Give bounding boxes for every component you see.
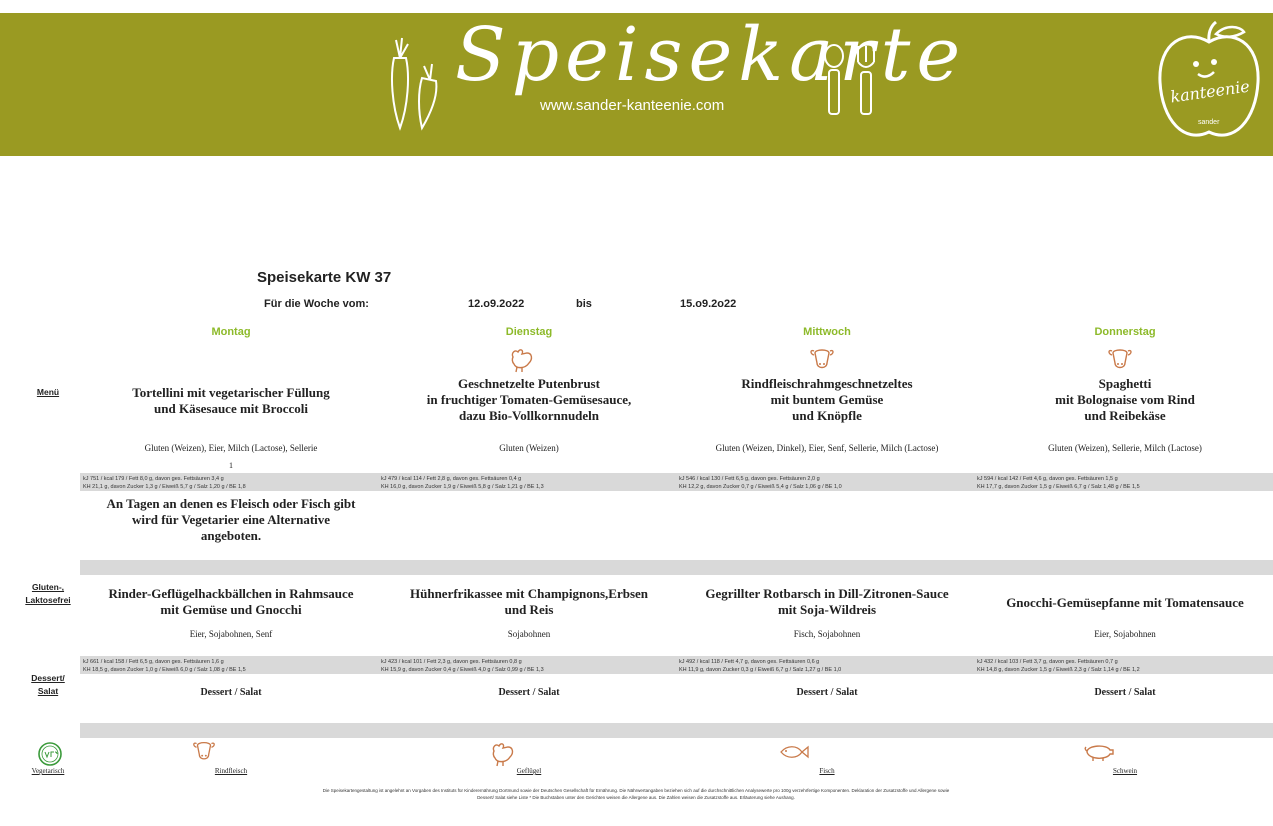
veggie-badge-icon: [37, 741, 63, 767]
legend-label: Schwein: [1112, 767, 1138, 775]
dish-title: Spaghetti mit Bolognaise vom Rind und Reibekäse: [1055, 376, 1195, 423]
dish-title: Geschnetzelte Putenbrust in fruchtiger Tomaten-Gemüsesauce, dazu Bio-Vollkornnudeln: [426, 376, 632, 423]
nutrition-info: kJ 492 / kcal 118 / Fett 4,7 g, davon ges. Fettsäuren 0,6 g KH 11,9 g, davon Zucker 0,3 g / Eiweiß 6,7 g / Salz 1,27 g / BE 1,0: [679, 659, 842, 673]
for-week-label: Für die Woche vom:: [264, 298, 369, 310]
day-header: Mittwoch: [803, 326, 851, 338]
additive-number: 1: [229, 461, 233, 470]
side-label-gluten: Gluten-, Laktosefrei: [25, 582, 71, 605]
week-title: Speisekarte KW 37: [257, 269, 392, 286]
vegetarian-note: An Tagen an denen es Fleisch oder Fisch gibt wird für Vegetarier eine Alternative angeboten.: [106, 496, 356, 543]
nutrition-info: kJ 661 / kcal 158 / Fett 6,5 g, davon ges. Fettsäuren 1,6 g KH 18,5 g, davon Zucker 1,0 g / Eiweiß 6,0 g / Salz 1,08 g / BE 1,5: [83, 659, 246, 673]
nutrition-info: kJ 546 / kcal 130 / Fett 6,5 g, davon ges. Fettsäuren 2,0 g KH 12,2 g, davon Zucker 0,7 g / Eiweiß 5,4 g / Salz 1,06 g / BE 1,0: [679, 476, 842, 490]
gf-dish-title: Gnocchi-Gemüsepfanne mit Tomatensauce: [1006, 595, 1244, 610]
dish-title: Rindfleischrahmgeschnetzeltes mit buntem Gemüse und Knöpfle: [741, 376, 913, 423]
week-to: 15.o9.2o22: [680, 298, 737, 310]
dish-title: Tortellini mit vegetarischer Füllung und Käsesauce mit Broccoli: [132, 385, 330, 416]
utensils-icon: [822, 42, 884, 117]
chicken-icon: [507, 345, 535, 373]
logo-word: kanteenie: [1169, 76, 1251, 107]
carrot-icon: [388, 36, 448, 131]
day-header: Montag: [211, 326, 251, 338]
cow-icon: [1106, 345, 1134, 373]
dessert-label: Dessert / Salat: [1094, 687, 1156, 698]
week-to-label: bis: [576, 298, 592, 310]
banner-title: Speisekarte: [455, 12, 967, 98]
pig-icon: [1083, 742, 1115, 762]
side-label-dessert: Dessert/ Salat: [31, 673, 65, 696]
dessert-label: Dessert / Salat: [200, 687, 262, 698]
gf-dish-title: Gegrillter Rotbarsch in Dill-Zitronen-Sauce mit Soja-Wildreis: [705, 586, 949, 617]
allergens: Gluten (Weizen, Dinkel), Eier, Senf, Sellerie, Milch (Lactose): [715, 443, 939, 453]
nutrition-info: kJ 751 / kcal 179 / Fett 8,0 g, davon ges. Fettsäuren 3,4 g KH 21,1 g, davon Zucker 1,3 g / Eiweiß 5,7 g / Salz 1,20 g / BE 1,8: [83, 476, 246, 490]
legend-label: Fisch: [819, 767, 835, 775]
banner-url: www.sander-kanteenie.com: [540, 97, 725, 114]
nutrition-info: kJ 594 / kcal 142 / Fett 4,6 g, davon ges. Fettsäuren 1,5 g KH 17,7 g, davon Zucker 1,5 g / Eiweiß 6,7 g / Salz 1,48 g / BE 1,5: [977, 476, 1140, 490]
allergens: Gluten (Weizen), Eier, Milch (Lactose), Sellerie: [144, 443, 318, 453]
gf-allergens: Eier, Sojabohnen, Senf: [189, 629, 273, 639]
legend-label: Rindfleisch: [214, 767, 248, 775]
nutrition-info: kJ 423 / kcal 101 / Fett 2,3 g, davon ges. Fettsäuren 0,8 g KH 15,9 g, davon Zucker 0,4 g / Eiweiß 4,0 g / Salz 0,99 g / BE 1,3: [381, 659, 544, 673]
legend-label: Vegetarisch: [31, 767, 65, 775]
fish-icon: [779, 744, 809, 760]
gf-allergens: Sojabohnen: [507, 629, 551, 639]
nutrition-info: kJ 432 / kcal 103 / Fett 3,7 g, davon ges. Fettsäuren 0,7 g KH 14,8 g, davon Zucker 1,5 g / Eiweiß 2,3 g / Salz 1,14 g / BE 1,2: [977, 659, 1140, 673]
chicken-icon: [487, 739, 517, 767]
day-header: Dienstag: [505, 326, 553, 338]
separator-band: [80, 560, 1273, 575]
footer-note: Die Speisekartengestaltung ist angelehnt an Vorgaben des Instituts für Kinderernährung Dortmund sowie der Deutschen Gesellschaft für Ernährung. Die Nährwertangaben beziehen sich auf die durchschnittlichen Analysewerte pro 100g verzehrfertige Komponenten. Deklaration der Zusatzstoffe und Allergene sowie Dessert/ Salat siehe Liste * Die Buchstaben unter den Gerichten weisen die Allergene aus. Die Zahlen weisen die Zusatzstoffe aus. Erläuterung siehe Aushang.: [322, 788, 950, 800]
gf-dish-title: Rinder-Geflügelhackbällchen in Rahmsauce mit Gemüse und Gnocchi: [108, 586, 354, 617]
nutrition-info: kJ 479 / kcal 114 / Fett 2,8 g, davon ges. Fettsäuren 0,4 g KH 16,0 g, davon Zucker 1,9 g / Eiweiß 5,8 g / Salz 1,21 g / BE 1,3: [381, 476, 544, 490]
legend-label: Geflügel: [516, 767, 542, 775]
allergens: Gluten (Weizen): [499, 443, 559, 453]
gf-allergens: Fisch, Sojabohnen: [793, 629, 861, 639]
dessert-label: Dessert / Salat: [498, 687, 560, 698]
allergens: Gluten (Weizen), Sellerie, Milch (Lactose): [1048, 443, 1202, 453]
week-from: 12.o9.2o22: [468, 298, 525, 310]
cow-icon: [191, 738, 217, 764]
logo-sub: sander: [1198, 119, 1220, 126]
separator-band: [80, 723, 1273, 738]
dessert-label: Dessert / Salat: [796, 687, 858, 698]
gf-allergens: Eier, Sojabohnen: [1094, 629, 1156, 639]
gf-dish-title: Hühnerfrikassee mit Champignons,Erbsen und Reis: [410, 586, 648, 617]
side-label-menu: Menü: [36, 387, 60, 397]
cow-icon: [808, 345, 836, 373]
day-header: Donnerstag: [1094, 326, 1156, 338]
